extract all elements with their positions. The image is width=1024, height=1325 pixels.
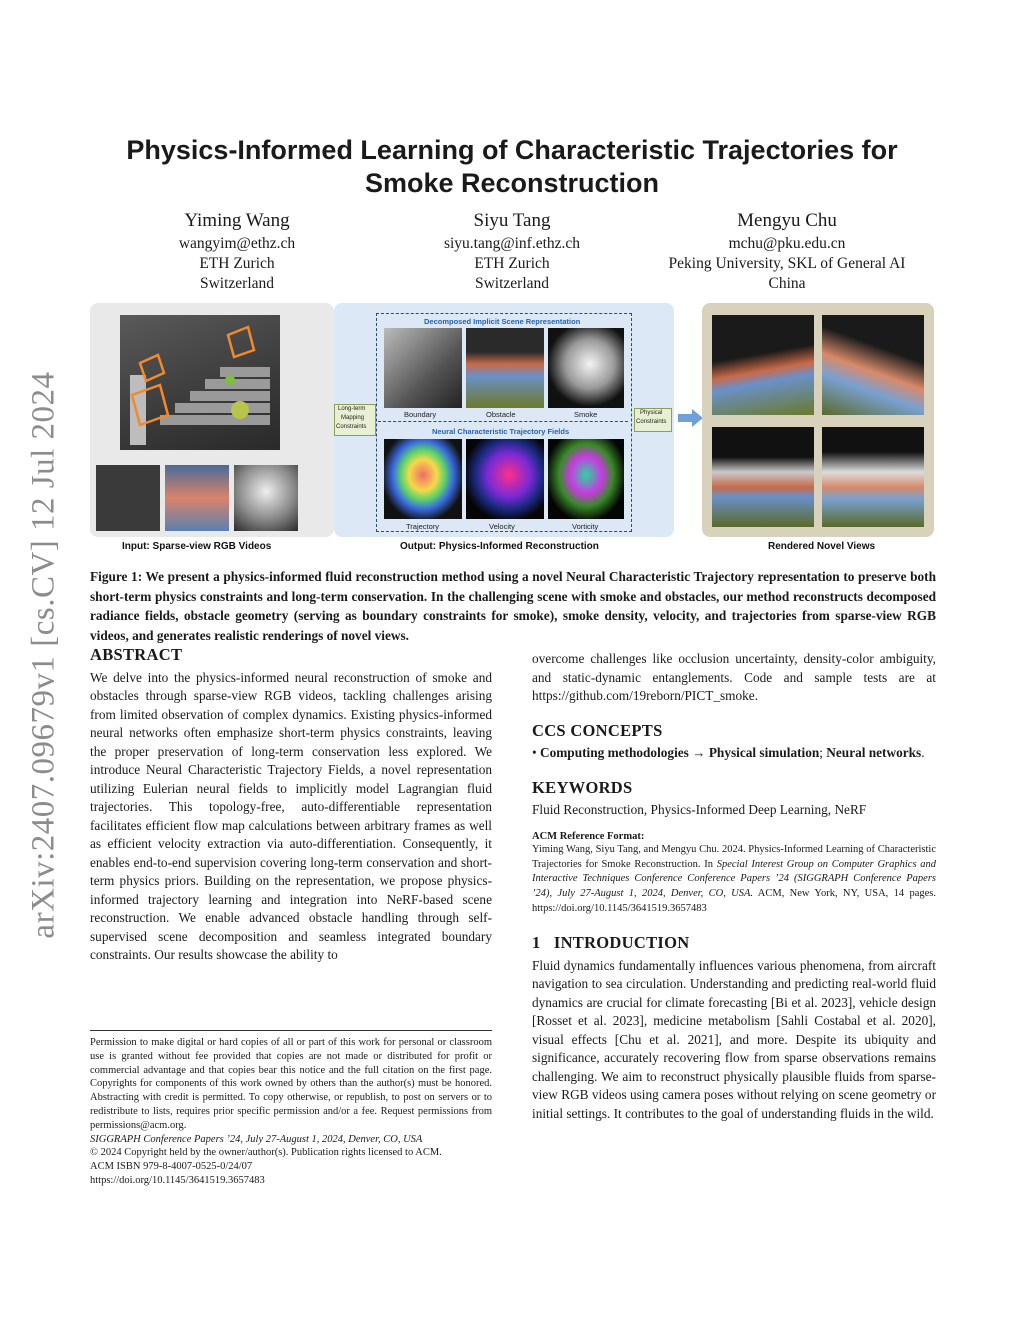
abstract-heading: ABSTRACT [90, 645, 183, 664]
figure-caption: Figure 1: We present a physics-informed fluid reconstruction method using a novel Neural Characteristic Trajectory representation to preserve both short-term physics constraints and long-term conservation. In the challenging scene with smoke and obstacles, our method reconstructs decomposed radiance fields, obstacle geometry (serving as boundary constraints for smoke), smoke density, velocity, and trajectories from sparse-view RGB videos, and generates realistic renderings of novel views. [90, 569, 936, 643]
copyright-line: © 2024 Copyright held by the owner/author(s). Publication rights licensed to ACM. [90, 1147, 442, 1159]
input-panel [90, 303, 334, 537]
input-caption: Input: Sparse-view RGB Videos [122, 541, 272, 552]
velocity-image [466, 439, 544, 519]
chimney-shape [130, 375, 146, 445]
physical-constraints-box [634, 408, 672, 432]
nctf-title: Neural Characteristic Trajectory Fields [432, 427, 570, 436]
vorticity-image [548, 439, 624, 519]
decomposed-title: Decomposed Implicit Scene Representation [424, 317, 581, 326]
boundary-label: Boundary [404, 410, 437, 419]
rendered-panel [702, 303, 934, 537]
physical-label-1: Physical [640, 410, 663, 416]
obstacle-label: Obstacle [486, 410, 516, 419]
author-email: siyu.tang@inf.ethz.ch [443, 235, 581, 252]
ccs-separator: ; [819, 745, 827, 760]
input-main-view-image [120, 315, 280, 450]
obstacle-image [466, 328, 544, 408]
rendered-view-2 [822, 315, 924, 415]
author-email: mchu@pku.edu.cn [728, 235, 846, 252]
ccs-bullet: • [532, 745, 537, 760]
author-affiliation: ETH Zurich [474, 255, 550, 272]
output-panel [334, 303, 674, 537]
venue-line: SIGGRAPH Conference Papers ’24, July 27-August 1, 2024, Denver, CO, USA [90, 1133, 423, 1145]
rendered-caption: Rendered Novel Views [768, 541, 876, 552]
author-name: Siyu Tang [473, 210, 551, 231]
section-divider [378, 421, 628, 422]
ccs-heading: CCS CONCEPTS [532, 720, 663, 740]
permission-footnote [90, 1036, 492, 1188]
ccs-computing-methodologies: Computing methodologies [539, 745, 689, 760]
long-term-label-1: Long-term [338, 406, 366, 412]
acm-ref-heading: ACM Reference Format: [532, 830, 645, 842]
author-country: China [768, 275, 806, 292]
author-block-2 [372, 208, 652, 294]
smoke-image [548, 328, 624, 408]
input-thumb-1 [96, 465, 160, 531]
author-name: Yiming Wang [184, 210, 290, 231]
vorticity-label: Vorticity [572, 522, 599, 531]
long-term-label-3: Constraints [336, 424, 367, 430]
ccs-physical-simulation: Physical simulation [708, 745, 820, 760]
author-email: wangyim@ethz.ch [178, 235, 296, 252]
ccs-arrow: → [688, 745, 709, 760]
trajectory-label: Trajectory [406, 522, 440, 531]
arxiv-sidebar [22, 360, 66, 950]
title-line-1: Physics-Informed Learning of Characteristic Trajectories for [126, 135, 898, 165]
trajectory-image [384, 439, 462, 519]
abstract-continuation: overcome challenges like occlusion uncertainty, density-color ambiguity, and static-dynamic entanglements. Code and sample tests are at https://github.com/19reborn/PICT_smoke. [532, 651, 936, 703]
author-block-3 [647, 208, 927, 294]
intro-title: INTRODUCTION [553, 933, 690, 953]
right-column [532, 650, 936, 1123]
author-block-1 [97, 208, 377, 294]
acm-ref-part-1: Yiming Wang, Siyu Tang, and Mengyu Chu. 2024. Physics-Informed Learning of Characteristic Trajectories for Smoke Reconstruction. In [532, 844, 936, 870]
physical-label-2: Constraints [636, 419, 667, 425]
input-thumb-2 [165, 465, 229, 531]
abstract-text: We delve into the physics-informed neural reconstruction of smoke and obstacles through sparse-view RGB videos, tackling challenges arising from limited observation of complex dynamics. Existing physics-informed neural networks often emphasize short-term physics constraints, leaving the proper preservation of long-term conservation less explored. We introduce Neural Characteristic Trajectory Fields, a novel representation utilizing Eulerian neural fields to implicitly model Lagrangian fluid trajectories. This topology-free, auto-differentiable representation facilitates efficient flow map calculations between arbitrary frames as well as efficient velocity extraction via auto-differentiation. Consequently, it enables end-to-end supervision covering long-term conservation and short-term physics priors. Building on the representation, we propose physics-informed trajectory learning and integration into NeRF-based scene reconstruction. We enable advanced obstacle handling through self-supervised scene decomposition and seamless integrated boundary constraints. Our results showcase the ability to [90, 669, 492, 962]
scene-illustration [120, 315, 280, 450]
author-country: Switzerland [474, 275, 550, 292]
author-affiliation: Peking University, SKL of General AI [668, 255, 906, 272]
intro-number: 1 [532, 933, 541, 953]
rendered-view-1 [712, 315, 814, 415]
permission-text: Permission to make digital or hard copies of all or part of this work for personal or classroom use is granted without fee provided that copies are not made or distributed for profit or commercial advantage and that copies bear this notice and the full citation on the first page. Copyrights for components of this work owned by others than the author(s) must be honored. Abstracting with credit is permitted. To copy otherwise, or republish, to post on servers or to redistribute to lists, requires prior specific permission and/or a fee. Request permissions from permissions@acm.org. [90, 1037, 492, 1131]
keywords-heading: KEYWORDS [532, 777, 633, 797]
title-line-2: Smoke Reconstruction [364, 168, 660, 198]
ccs-end: . [921, 745, 925, 760]
output-caption: Output: Physics-Informed Reconstruction [400, 541, 599, 552]
acm-reference [532, 843, 936, 916]
arxiv-identifier: arXiv:2407.09679v1 [cs.CV] 12 Jul 2024 [25, 371, 62, 939]
paper-title [100, 134, 924, 200]
author-affiliation: ETH Zurich [199, 255, 275, 272]
left-column [90, 646, 492, 965]
acm-ref-venue: Special Interest Group on Computer Graphics and Interactive Techniques Conference Conference Papers ’24 (SIGGRAPH Conference Papers ’24), July 27-August 1, 2024, Denver, CO, USA. [532, 858, 937, 900]
velocity-label: Velocity [489, 522, 515, 531]
acm-ref-part-2: ACM, New York, NY, USA, 14 pages. https://doi.org/10.1145/3641519.3657483 [532, 888, 936, 914]
figure-1 [90, 300, 936, 556]
footnote-rule [90, 1030, 492, 1031]
rendered-view-3 [712, 427, 814, 527]
input-thumb-3 [234, 465, 298, 531]
arrow-right-icon [678, 408, 704, 428]
author-country: Switzerland [199, 275, 275, 292]
long-term-label-2: Mapping [341, 415, 365, 421]
long-term-constraints-box [334, 404, 376, 436]
isbn-line: ACM ISBN 979-8-4007-0525-0/24/07 [90, 1161, 253, 1173]
rendered-view-4 [822, 427, 924, 527]
ccs-neural-networks: Neural networks [826, 745, 922, 760]
intro-text: Fluid dynamics fundamentally influences various phenomena, from aircraft navigation to sea circulation. Understanding and predicting real-world fluid dynamics are crucial for climate forecasting [Bi et al. 2023], vehicle design [Rosset et al. 2023], medicine metabolism [Sahli Costabal et al. 2020], visual effects [Chu et al. 2021], and more. Despite its ubiquity and significance, accurately recovering flow from sparse observations remains challenging. We aim to reconstruct physically plausible fluids from sparse-view RGB videos using camera poses without relying on scene geometry or initial settings. It contributes to the goal of understanding fluids in the wild. [532, 957, 936, 1121]
keywords-text: Fluid Reconstruction, Physics-Informed Deep Learning, NeRF [532, 802, 867, 817]
doi-line: https://doi.org/10.1145/3641519.3657483 [90, 1174, 265, 1186]
intro-heading [532, 934, 936, 953]
ccs-concepts [532, 744, 936, 763]
smoke-label: Smoke [574, 410, 598, 419]
author-name: Mengyu Chu [737, 210, 837, 231]
boundary-image [384, 328, 462, 408]
